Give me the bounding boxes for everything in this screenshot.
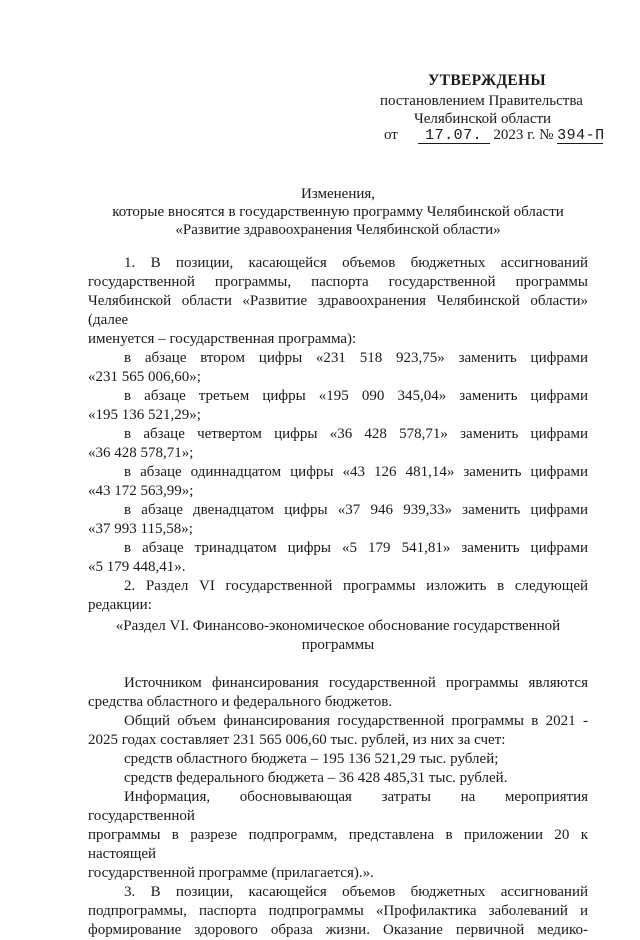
- paragraph-1-line-4: именуется – государственная программа):: [88, 331, 357, 347]
- funding-p2-line-1: Общий объем финансирования государственной программы в 2021 -: [124, 713, 588, 729]
- paragraph-3-line-2: подпрограммы, паспорта подпрограммы «Профилактика заболеваний и: [88, 903, 588, 919]
- spacer: [88, 655, 588, 674]
- paragraph-1-line-1: 1. В позиции, касающейся объемов бюджетных ассигнований: [124, 255, 588, 271]
- funding-p5-line-3: государственной программе (прилагается).».: [88, 865, 374, 881]
- paragraph-3-line-1: 3. В позиции, касающейся объемов бюджетных ассигнований: [124, 884, 588, 900]
- funding-p5-line-1: Информация, обосновывающая затраты на мероприятия государственной: [88, 789, 588, 824]
- paragraph-3-line-3: формирование здорового образа жизни. Оказание первичной медико-: [88, 922, 588, 938]
- item-second-line-1: в абзаце втором цифры «231 518 923,75» заменить цифрами: [124, 350, 588, 366]
- funding-p2-line-2: 2025 годах составляет 231 565 006,60 тыс. рублей, из них за счет:: [88, 732, 506, 748]
- funding-p5-line-2: программы в разрезе подпрограмм, представлена в приложении 20 к настоящей: [88, 827, 588, 862]
- approval-title: УТВЕРЖДЕНЫ: [428, 72, 546, 89]
- item-twelfth-line-2: «37 993 115,58»;: [88, 521, 193, 537]
- section-title-line-1: «Раздел VI. Финансово-экономическое обоснование государственной: [115, 618, 561, 634]
- approval-line-1: постановлением Правительства: [380, 93, 583, 109]
- item-thirteenth-line-2: «5 179 448,41».: [88, 559, 186, 575]
- heading-line-3: «Развитие здравоохранения Челябинской области»: [175, 222, 501, 238]
- paragraph-1-line-2: государственной программы, паспорта государственной программы: [88, 274, 588, 290]
- funding-p1-line-1: Источником финансирования государственной программы являются: [124, 675, 588, 691]
- approval-line-2: Челябинской области: [414, 111, 552, 127]
- item-twelfth-line-1: в абзаце двенадцатом цифры «37 946 939,33» заменить цифрами: [124, 502, 588, 518]
- item-third-line-2: «195 136 521,29»;: [88, 407, 201, 423]
- item-second-line-2: «231 565 006,60»;: [88, 369, 201, 385]
- document-heading: [88, 185, 588, 239]
- item-fourth-line-1: в абзаце четвертом цифры «36 428 578,71» заменить цифрами: [124, 426, 588, 442]
- from-label: от: [384, 127, 398, 143]
- item-eleventh-line-2: «43 172 563,99»;: [88, 483, 194, 499]
- approval-year: 2023 г. №: [493, 127, 554, 143]
- item-fourth-line-2: «36 428 578,71»;: [88, 445, 194, 461]
- item-thirteenth-line-1: в абзаце тринадцатом цифры «5 179 541,81» заменить цифрами: [124, 540, 588, 556]
- funding-federal: средств федерального бюджета – 36 428 485,31 тыс. рублей.: [124, 770, 508, 786]
- section-title-line-2: программы: [301, 637, 375, 653]
- document-body: [88, 254, 588, 940]
- approval-number: 394-П: [557, 127, 605, 144]
- heading-line-1: Изменения,: [300, 186, 376, 202]
- paragraph-2-line-1: 2. Раздел VI государственной программы изложить в следующей: [124, 578, 588, 594]
- paragraph-1-line-3: Челябинской области «Развитие здравоохранения Челябинской области» (далее: [88, 293, 588, 328]
- paragraph-2-line-2: редакции:: [88, 597, 152, 613]
- funding-p1-line-2: средства областного и федерального бюджетов.: [88, 694, 393, 710]
- approval-stamp-block: [0, 0, 640, 150]
- heading-line-2: которые вносятся в государственную программу Челябинской области: [112, 204, 564, 220]
- funding-regional: средств областного бюджета – 195 136 521,29 тыс. рублей;: [124, 751, 499, 767]
- item-eleventh-line-1: в абзаце одиннадцатом цифры «43 126 481,14» заменить цифрами: [124, 464, 588, 480]
- item-third-line-1: в абзаце третьем цифры «195 090 345,04» заменить цифрами: [124, 388, 588, 404]
- approval-date-line: [384, 126, 603, 144]
- approval-date: 17.07.: [418, 129, 490, 144]
